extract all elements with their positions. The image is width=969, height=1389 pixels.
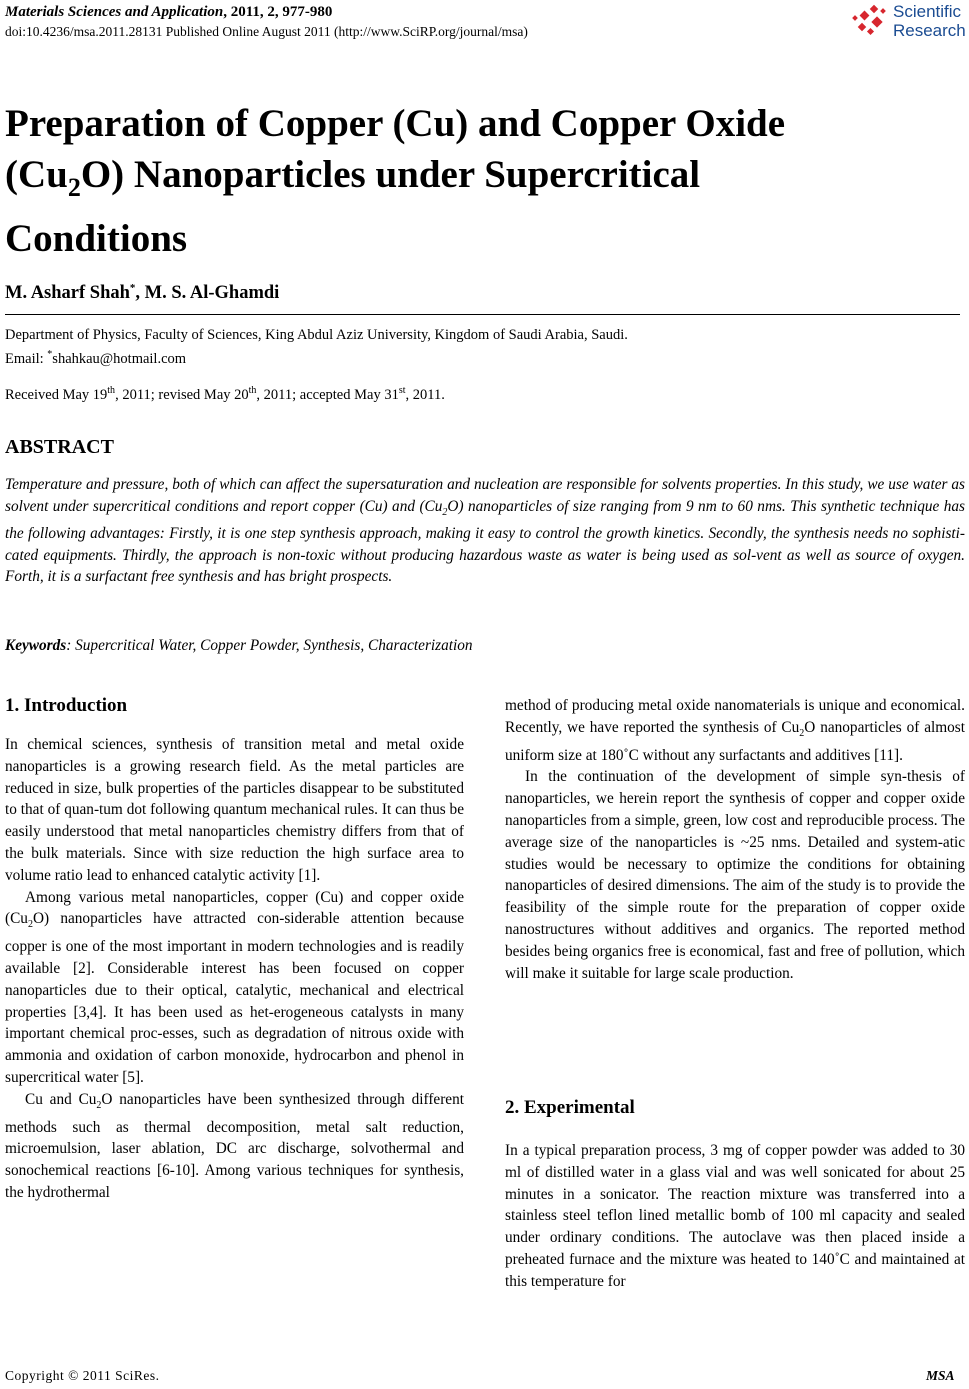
logo-line-2: Research: [893, 21, 966, 40]
keywords-line: [5, 637, 473, 655]
section-heading-experimental: 2. Experimental: [505, 1097, 635, 1118]
abstract-heading: ABSTRACT: [5, 436, 114, 458]
experimental-column: [505, 1140, 965, 1293]
title-line-3: Conditions: [5, 216, 188, 260]
intro-paragraph-4: method of producing metal oxide nanomaterials is unique and economical. Recently, we have reported the synthesis of $Cu_2O$ nanoparticles of almost uniform size at 180˚C without any surfactants and additives [11].: [505, 697, 965, 764]
affiliation: Department of Physics, Faculty of Sciences, King Abdul Aziz University, Kingdom of Saudi Arabia, Saudi.: [5, 327, 628, 343]
email-line: Email: *shahkau@hotmail.com: [5, 349, 187, 367]
header-divider: [5, 314, 960, 315]
title-line-2: $(Cu_2O)$ Nanoparticles under Supercritical: [5, 153, 701, 202]
right-column: [505, 695, 965, 984]
doi-line: doi:10.4236/msa.2011.28131 Published Online August 2011 (http://www.SciRP.org/journal/msa): [5, 24, 528, 39]
logo-text: [893, 2, 966, 40]
keywords-label: Keywords: [5, 637, 67, 654]
received-dates: Received May 19th, 2011; revised May 20th, 2011; accepted May 31st, 2011.: [5, 385, 445, 403]
left-column: [5, 734, 464, 1204]
paper-title: [5, 98, 965, 264]
journal-name: Materials Sciences and Application: [5, 4, 224, 20]
journal-info: , 2011, 2, 977-980: [223, 4, 333, 20]
intro-paragraph-2: Among various metal nanoparticles, copper (Cu) and copper oxide $(Cu_2O)$ nanoparticles have attracted con-siderable attention because copper is one of the most important in modern technologies and is readily available [2]. Considerable interest has been focused on copper nanoparticles due to their optical, catalytic, mechanical and electrical properties [3,4]. It has been used as het-erogeneous catalysts in many important chemical proc-esses, such as degradation of nitrous oxide with ammonia and oxidation of carbon monoxide, hydrocarbon and phenol in supercritical water [5].: [5, 888, 464, 1086]
intro-paragraph-1: In chemical sciences, synthesis of transition metal and metal oxide nanoparticles is a growing research field. As the metal particles are reduced in size, bulk properties of the particles disappear to be substituted to that of quan-tum dot following quantum mechanical rules. It can thus be easily understood that metal nanoparticles chemistry differs from that of the bulk materials. Since with size reduction the high surface area to volume ratio lead to enhanced catalytic activity [1].: [5, 736, 464, 884]
section-heading-introduction: 1. Introduction: [5, 695, 128, 716]
keywords-text: : Supercritical Water, Copper Powder, Synthesis, Characterization: [66, 637, 473, 654]
intro-paragraph-5: In the continuation of the development of simple syn-thesis of nanoparticles, we herein report the synthesis of copper and copper oxide nanoparticles from a simple, green, low cost and reproducible process. The average size of the nanoparticles is ~25 nms. Detailed and system-atic studies would be necessary to optimize the conditions for obtaining nanoparticles of desired dimensions. The aim of the study is to provide the feasibility of the simple route for the preparation of copper oxide nanostructures without additives and organics. The reported method besides being organics free is economical, fast and free of pollution, which will make it suitable for large scale production.: [505, 768, 965, 982]
logo-mark-icon: [851, 2, 891, 42]
footer-copyright: Copyright © 2011 SciRes.: [5, 1368, 160, 1383]
affiliation-block: [5, 325, 628, 369]
journal-header: [5, 4, 332, 21]
email-link[interactable]: shahkau@hotmail.com: [52, 350, 187, 367]
author-list: M. Asharf Shah*, M. S. Al-Ghamdi: [5, 282, 280, 304]
publisher-logo: [851, 0, 969, 44]
experimental-paragraph-1: In a typical preparation process, 3 mg of copper powder was added to 30 ml of distilled water in a glass vial and was well sonicated for about 25 minutes in a sonicator. The reaction mixture was transferred into a stainless steel teflon lined metallic bomb of 100 ml capacity and sealed under ordinary conditions. The autoclave was then placed inside a preheated furnace and the mixture was heated to 140˚C and maintained at this temperature for: [505, 1142, 965, 1290]
footer-journal: MSA: [926, 1368, 955, 1383]
logo-line-1: Scientific: [893, 2, 962, 21]
title-line-1: Preparation of Copper (Cu) and Copper Oxide: [5, 102, 786, 145]
abstract-text: Temperature and pressure, both of which can affect the supersaturation and nucleation are responsible for solvents properties. In this study, we use water as solvent under supercritical conditions and report copper (Cu) and $(Cu_2O)$ nanoparticles of size ranging from 9 nm to 60 nms. This synthetic technique has the following advantages: Firstly, it is one step synthesis approach, making it easy to control the growth kinetics. Secondly, the synthesis needs no sophisti-cated equipments. Thirdly, the approach is non-toxic without producing hazardous waste as water is being used as sol-vent as well as source of oxygen. Forth, it is a surfactant free synthesis and has bright prospects.: [5, 476, 965, 586]
intro-paragraph-3: Cu and $Cu_2O$ nanoparticles have been synthesized through different methods such as thermal decomposition, metal salt reduction, microemulsion, laser ablation, DC arc discharge, solvothermal and sonochemical reactions [6-10]. Among various techniques for synthesis, the hydrothermal: [5, 1090, 464, 1202]
